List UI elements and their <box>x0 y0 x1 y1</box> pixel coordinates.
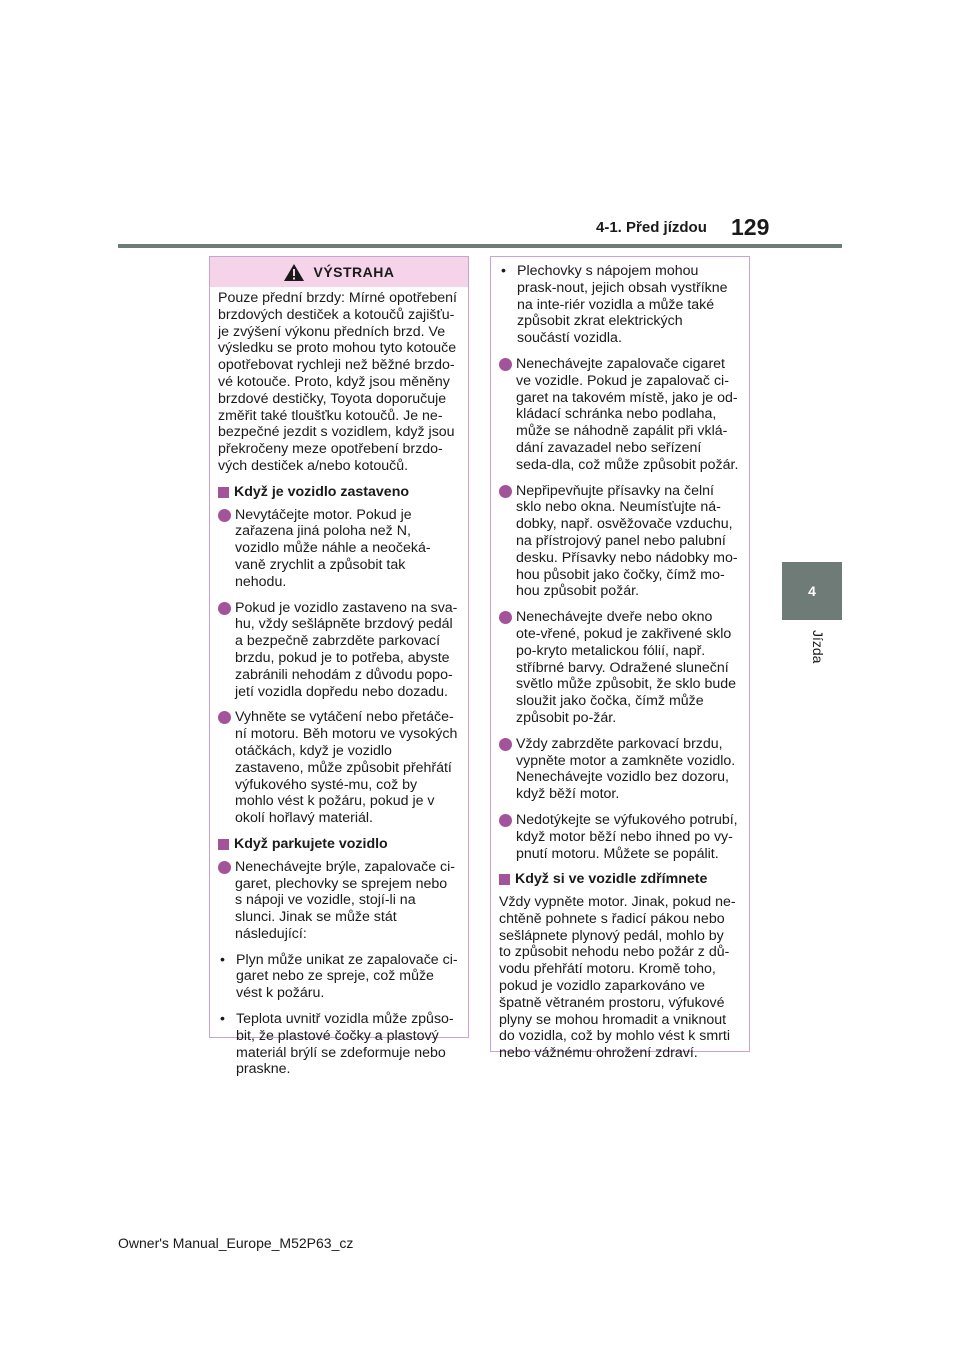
warning-intro: Pouze přední brzdy: Mírné opotřebení brzdových destiček a kotoučů zajišťu-je zvýšení výkonu předních brzd. Ve výsledku se proto mohou tyto kotouče opotřebovat rychleji než běžné brzdo-vé kotouče. Proto, když jsou měněny brzdové destičky, Toyota doporučuje změřit také tloušťku kotoučů. Je ne-bezpečné jezdit s vozidlem, když jsou překročeny meze opotřebení brzdo-vých destiček a/nebo kotoučů. <box>218 290 457 474</box>
list-item: Nenechávejte zapalovače cigaret ve vozidle. Pokud je zapalovač ci-garet na takovém místě, jako je od-kládací schránka nebo podlaha, může se náhodně zapálit při vklá-dání zavazadel nebo seřízení seda-dla, což může způsobit požár. <box>499 356 739 474</box>
chapter-label: Jízda <box>810 630 826 664</box>
dash-item: • Plyn může unikat ze zapalovače ci-garet nebo ze spreje, což může vést k požáru. <box>220 951 458 1002</box>
circle-bullet-icon <box>499 358 512 371</box>
section-title: 4-1. Před jízdou <box>596 219 707 236</box>
subsection-nap <box>499 871 739 888</box>
page-number: 129 <box>731 214 770 240</box>
list-item: Pokud je vozidlo zastaveno na sva-hu, vždy sešlápněte brzdový pedál a bezpečně zabrzděte parkovací brzdu, pokud je to potřeba, abyste zabránili nehodám z důvodu popo-jetí vozidla dopředu nebo dozadu. <box>218 600 458 701</box>
list-item: Nenechávejte brýle, zapalovače ci-garet, plechovky se sprejem nebo s nápoji ve vozidle, stojí-li na slunci. Jinak se může stát následující: <box>218 859 458 943</box>
footer-text: Owner's Manual_Europe_M52P63_cz <box>118 1235 354 1251</box>
subsection-title: Když si ve vozidle zdřímnete <box>515 871 708 888</box>
subsection-title: Když je vozidlo zastaveno <box>234 483 410 500</box>
circle-bullet-icon <box>499 814 512 827</box>
chapter-tab: 4 <box>782 562 842 620</box>
list-item: Nevytáčejte motor. Pokud je zařazena jiná poloha než N, vozidlo může náhle a neočeká-vaně zrychlit a způsobit tak nehodu. <box>218 507 458 591</box>
circle-bullet-icon <box>218 602 231 615</box>
warning-box-continued <box>490 256 750 1062</box>
warning-title: VÝSTRAHA <box>313 263 395 280</box>
square-bullet-icon <box>218 839 229 850</box>
list-item: Nedotýkejte se výfukového potrubí, když motor běží nebo ihned po vy-pnutí motoru. Můžete se popálit. <box>499 812 739 862</box>
square-bullet-icon <box>499 874 510 885</box>
warning-header <box>210 257 468 287</box>
circle-bullet-icon <box>218 711 231 724</box>
subsection-parking <box>218 836 458 853</box>
warning-triangle-icon <box>283 263 305 282</box>
list-item: Nepřipevňujte přísavky na čelní sklo nebo okna. Neumísťujte ná-dobky, např. osvěžovače vzduchu, na přístrojový panel nebo palubní desku. Přísavky nebo nádobky mo-hou působit jako čočky, čímž mo-hou způsobit požár. <box>499 483 739 601</box>
warning-box <box>209 256 469 1078</box>
list-item: Vždy zabrzděte parkovací brzdu, vypněte motor a zamkněte vozidlo. Nenechávejte vozidlo bez dozoru, když běží motor. <box>499 736 739 803</box>
list-item: Vyhněte se vytáčení nebo přetáče-ní motoru. Běh motoru ve vysokých otáčkách, když je vozidlo zastaveno, může způsobit přehřátí výfukového systé-mu, což by mohlo vést k požáru, pokud je v okolí hořlavý materiál. <box>218 709 458 827</box>
square-bullet-icon <box>218 487 229 498</box>
header-rule <box>118 244 842 248</box>
circle-bullet-icon <box>218 509 231 522</box>
circle-bullet-icon <box>218 861 231 874</box>
nap-text: Vždy vypněte motor. Jinak, pokud ne-chtěně pohnete s řadicí pákou nebo sešlápnete plynový pedál, mohlo by to způsobit nehodu nebo požár z dů-vodu přehřátí motoru. Kromě toho, pokud je vozidlo zaparkováno ve špatně větraném prostoru, výfukové plyny se mohou hromadit a vniknout do vozidla, což by mohlo vést k smrti nebo vážnému ohrožení zdraví. <box>499 894 736 1062</box>
subsection-title: Když parkujete vozidlo <box>234 835 388 852</box>
list-item: Nenechávejte dveře nebo okno ote-vřené, pokud je zakřivené sklo po-kryto metalickou fólií, např. stříbrné barvy. Odražené sluneční světlo může způsobit, že sklo bude sloužit jako čočka, čímž může způsobit po-žár. <box>499 609 739 727</box>
dash-item: • Plechovky s nápojem mohou prask-nout, jejich obsah vystříkne na inte-riér vozidla a může také způsobit zkrat elektrických součástí vozidla. <box>501 263 728 347</box>
circle-bullet-icon <box>499 738 512 751</box>
circle-bullet-icon <box>499 611 512 624</box>
circle-bullet-icon <box>499 485 512 498</box>
dash-item: • Teplota uvnitř vozidla může způso-bit, že plastové čočky a plastový materiál brýlí se zdeformuje nebo praskne. <box>220 1011 454 1078</box>
subsection-stopped <box>218 484 458 501</box>
